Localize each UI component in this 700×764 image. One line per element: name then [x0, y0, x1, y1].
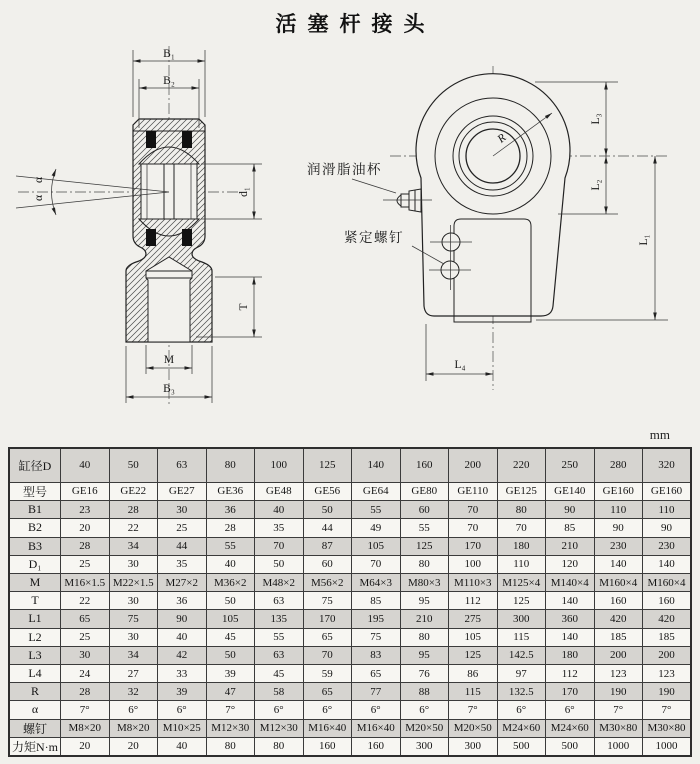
row-label: L4 [9, 664, 61, 682]
row-label: T [9, 592, 61, 610]
value-cell: 30 [109, 555, 158, 573]
value-cell: 90 [594, 519, 643, 537]
value-cell: 112 [449, 592, 498, 610]
value-cell: 34 [109, 537, 158, 555]
value-cell: 7° [643, 701, 692, 719]
value-cell: 140 [352, 448, 401, 482]
row-label: L3 [9, 646, 61, 664]
value-cell: 50 [303, 501, 352, 519]
value-cell: M140×4 [546, 573, 595, 591]
value-cell: 60 [303, 555, 352, 573]
value-cell: 420 [594, 610, 643, 628]
value-cell: 87 [303, 537, 352, 555]
value-cell: 142.5 [497, 646, 546, 664]
table-row [9, 737, 691, 756]
spec-table [8, 447, 692, 757]
value-cell: 6° [303, 701, 352, 719]
value-cell: M12×30 [255, 719, 304, 737]
dim-label-b3: B₃ [163, 383, 175, 395]
value-cell: GE160 [594, 482, 643, 500]
value-cell: 97 [497, 664, 546, 682]
value-cell: M20×50 [400, 719, 449, 737]
value-cell: 112 [546, 664, 595, 682]
value-cell: 110 [497, 555, 546, 573]
value-cell: 40 [158, 628, 207, 646]
value-cell: 160 [352, 737, 401, 756]
value-cell: 185 [594, 628, 643, 646]
left-view-section [16, 46, 262, 406]
value-cell: 80 [400, 628, 449, 646]
value-cell: 6° [497, 701, 546, 719]
value-cell: 6° [158, 701, 207, 719]
row-label: 型号 [9, 482, 61, 500]
dim-label-d1: d₁ [238, 187, 250, 197]
value-cell: 30 [158, 501, 207, 519]
table-row [9, 448, 691, 482]
value-cell: M64×3 [352, 573, 401, 591]
value-cell: 125 [400, 537, 449, 555]
value-cell: 24 [61, 664, 110, 682]
value-cell: 65 [303, 683, 352, 701]
callout-grease-cup: 润滑脂油杯 [307, 162, 382, 177]
value-cell: 180 [546, 646, 595, 664]
value-cell: 50 [255, 555, 304, 573]
value-cell: 36 [158, 592, 207, 610]
value-cell: 7° [449, 701, 498, 719]
value-cell: 44 [303, 519, 352, 537]
rod-end-outline [416, 74, 570, 316]
value-cell: M20×50 [449, 719, 498, 737]
value-cell: 195 [352, 610, 401, 628]
value-cell: 32 [109, 683, 158, 701]
value-cell: 76 [400, 664, 449, 682]
value-cell: 30 [61, 646, 110, 664]
value-cell: 60 [400, 501, 449, 519]
value-cell: 185 [643, 628, 692, 646]
value-cell: 80 [206, 448, 255, 482]
value-cell: 30 [109, 592, 158, 610]
value-cell: 7° [61, 701, 110, 719]
value-cell: 59 [303, 664, 352, 682]
value-cell: 90 [643, 519, 692, 537]
value-cell: 63 [255, 646, 304, 664]
value-cell: 6° [400, 701, 449, 719]
table-row [9, 555, 691, 573]
value-cell: 35 [255, 519, 304, 537]
dim-label-alpha-1: α [33, 176, 45, 184]
value-cell: M24×60 [546, 719, 595, 737]
table-row [9, 646, 691, 664]
value-cell: 123 [643, 664, 692, 682]
value-cell: 360 [546, 610, 595, 628]
value-cell: 55 [400, 519, 449, 537]
value-cell: 80 [497, 501, 546, 519]
table-row [9, 610, 691, 628]
value-cell: 49 [352, 519, 401, 537]
value-cell: 90 [158, 610, 207, 628]
value-cell: 42 [158, 646, 207, 664]
table-row [9, 537, 691, 555]
callout-set-screw: 紧定螺钉 [344, 230, 404, 245]
value-cell: 20 [109, 737, 158, 756]
table-row [9, 519, 691, 537]
value-cell: 6° [109, 701, 158, 719]
value-cell: GE27 [158, 482, 207, 500]
value-cell: M160×4 [594, 573, 643, 591]
value-cell: 58 [255, 683, 304, 701]
value-cell: 200 [594, 646, 643, 664]
table-row [9, 664, 691, 682]
value-cell: 7° [206, 701, 255, 719]
value-cell: 280 [594, 448, 643, 482]
row-label: α [9, 701, 61, 719]
value-cell: 300 [400, 737, 449, 756]
value-cell: GE64 [352, 482, 401, 500]
value-cell: GE110 [449, 482, 498, 500]
dim-label-t: T [238, 303, 250, 311]
value-cell: 250 [546, 448, 595, 482]
unit-label: mm [649, 427, 670, 442]
value-cell: 275 [449, 610, 498, 628]
dim-label-b2: B₂ [163, 75, 175, 87]
value-cell: GE160 [643, 482, 692, 500]
value-cell: GE36 [206, 482, 255, 500]
value-cell: 70 [449, 519, 498, 537]
value-cell: GE140 [546, 482, 595, 500]
value-cell: 115 [449, 683, 498, 701]
value-cell: 70 [497, 519, 546, 537]
value-cell: 300 [449, 737, 498, 756]
value-cell: 70 [352, 555, 401, 573]
value-cell: 33 [158, 664, 207, 682]
value-cell: M22×1.5 [109, 573, 158, 591]
value-cell: 47 [206, 683, 255, 701]
value-cell: 63 [158, 448, 207, 482]
value-cell: 140 [546, 592, 595, 610]
value-cell: 50 [109, 448, 158, 482]
value-cell: 70 [303, 646, 352, 664]
value-cell: M160×4 [643, 573, 692, 591]
table-row [9, 719, 691, 737]
value-cell: 95 [400, 592, 449, 610]
value-cell: 120 [546, 555, 595, 573]
value-cell: 210 [546, 537, 595, 555]
value-cell: 65 [61, 610, 110, 628]
value-cell: M16×40 [352, 719, 401, 737]
value-cell: 125 [449, 646, 498, 664]
value-cell: 140 [643, 555, 692, 573]
value-cell: 230 [594, 537, 643, 555]
row-label: L2 [9, 628, 61, 646]
value-cell: 160 [594, 592, 643, 610]
value-cell: 44 [158, 537, 207, 555]
value-cell: 140 [594, 555, 643, 573]
value-cell: GE16 [61, 482, 110, 500]
value-cell: M8×20 [109, 719, 158, 737]
value-cell: 105 [352, 537, 401, 555]
value-cell: GE48 [255, 482, 304, 500]
value-cell: 125 [497, 592, 546, 610]
value-cell: 80 [255, 737, 304, 756]
value-cell: 70 [255, 537, 304, 555]
value-cell: 28 [61, 537, 110, 555]
value-cell: 125 [303, 448, 352, 482]
value-cell: 25 [61, 628, 110, 646]
dim-label-b1: B₁ [163, 48, 175, 60]
value-cell: 45 [206, 628, 255, 646]
dim-label-l4: L₄ [454, 359, 466, 371]
value-cell: 300 [497, 610, 546, 628]
row-label: 力矩N·m [9, 737, 61, 756]
value-cell: 160 [643, 592, 692, 610]
page-title: 活塞杆接头 [275, 13, 436, 36]
table-row [9, 592, 691, 610]
value-cell: 55 [255, 628, 304, 646]
table-row [9, 501, 691, 519]
table-row [9, 573, 691, 591]
value-cell: 80 [400, 555, 449, 573]
value-cell: 75 [352, 628, 401, 646]
dim-d1 [201, 164, 262, 219]
value-cell: 95 [400, 646, 449, 664]
value-cell: 63 [255, 592, 304, 610]
value-cell: 86 [449, 664, 498, 682]
value-cell: M12×30 [206, 719, 255, 737]
value-cell: 420 [643, 610, 692, 628]
value-cell: M48×2 [255, 573, 304, 591]
dim-label-l2: L₂ [590, 179, 602, 191]
value-cell: 123 [594, 664, 643, 682]
value-cell: 170 [303, 610, 352, 628]
value-cell: M30×80 [643, 719, 692, 737]
value-cell: 115 [497, 628, 546, 646]
value-cell: 170 [449, 537, 498, 555]
table-row [9, 628, 691, 646]
value-cell: 70 [449, 501, 498, 519]
value-cell: 6° [352, 701, 401, 719]
value-cell: 28 [109, 501, 158, 519]
value-cell: 200 [449, 448, 498, 482]
value-cell: 22 [109, 519, 158, 537]
value-cell: 77 [352, 683, 401, 701]
value-cell: 25 [61, 555, 110, 573]
value-cell: 140 [546, 628, 595, 646]
value-cell: 65 [352, 664, 401, 682]
value-cell: M36×2 [206, 573, 255, 591]
value-cell: 180 [497, 537, 546, 555]
row-label: L1 [9, 610, 61, 628]
value-cell: M110×3 [449, 573, 498, 591]
value-cell: 220 [497, 448, 546, 482]
value-cell: 25 [158, 519, 207, 537]
value-cell: 50 [206, 646, 255, 664]
value-cell: 105 [449, 628, 498, 646]
value-cell: 80 [206, 737, 255, 756]
dim-label-r: R [495, 131, 509, 146]
value-cell: 22 [61, 592, 110, 610]
value-cell: M24×60 [497, 719, 546, 737]
value-cell: M8×20 [61, 719, 110, 737]
value-cell: 27 [109, 664, 158, 682]
dim-l4 [426, 324, 493, 381]
value-cell: M125×4 [497, 573, 546, 591]
value-cell: GE125 [497, 482, 546, 500]
value-cell: GE80 [400, 482, 449, 500]
value-cell: 55 [206, 537, 255, 555]
dim-label-alpha-2: α [33, 194, 45, 202]
table-row [9, 683, 691, 701]
value-cell: 7° [594, 701, 643, 719]
value-cell: 23 [61, 501, 110, 519]
right-view-elevation [307, 66, 668, 390]
value-cell: 500 [497, 737, 546, 756]
value-cell: 190 [594, 683, 643, 701]
value-cell: 1000 [643, 737, 692, 756]
value-cell: 190 [643, 683, 692, 701]
value-cell: 28 [61, 683, 110, 701]
spec-table-body [9, 448, 691, 756]
value-cell: 200 [643, 646, 692, 664]
value-cell: 28 [206, 519, 255, 537]
row-label: D₁ [9, 555, 61, 573]
value-cell: 55 [352, 501, 401, 519]
value-cell: 210 [400, 610, 449, 628]
row-label: B3 [9, 537, 61, 555]
row-label: B2 [9, 519, 61, 537]
value-cell: M27×2 [158, 573, 207, 591]
value-cell: 75 [303, 592, 352, 610]
value-cell: 100 [449, 555, 498, 573]
dim-label-l1: L₁ [638, 234, 650, 246]
dim-label-l3: L₃ [590, 113, 602, 125]
value-cell: 40 [61, 448, 110, 482]
value-cell: 1000 [594, 737, 643, 756]
value-cell: 36 [206, 501, 255, 519]
row-label: 缸径D [9, 448, 61, 482]
table-row [9, 701, 691, 719]
value-cell: GE22 [109, 482, 158, 500]
value-cell: 85 [546, 519, 595, 537]
value-cell: 90 [546, 501, 595, 519]
value-cell: 6° [255, 701, 304, 719]
value-cell: M80×3 [400, 573, 449, 591]
value-cell: 135 [255, 610, 304, 628]
value-cell: 88 [400, 683, 449, 701]
value-cell: 50 [206, 592, 255, 610]
value-cell: M16×1.5 [61, 573, 110, 591]
value-cell: 39 [206, 664, 255, 682]
value-cell: 160 [303, 737, 352, 756]
row-label: 螺钉 [9, 719, 61, 737]
value-cell: 6° [546, 701, 595, 719]
row-label: R [9, 683, 61, 701]
value-cell: 132.5 [497, 683, 546, 701]
row-label: B1 [9, 501, 61, 519]
value-cell: 35 [158, 555, 207, 573]
value-cell: M56×2 [303, 573, 352, 591]
value-cell: 40 [206, 555, 255, 573]
value-cell: 40 [255, 501, 304, 519]
value-cell: 20 [61, 519, 110, 537]
bore-face [141, 164, 197, 219]
value-cell: 100 [255, 448, 304, 482]
value-cell: 39 [158, 683, 207, 701]
dim-label-m: M [163, 354, 175, 366]
value-cell: 160 [400, 448, 449, 482]
value-cell: 230 [643, 537, 692, 555]
value-cell: 75 [109, 610, 158, 628]
bottom-plate [454, 316, 531, 322]
value-cell: 40 [158, 737, 207, 756]
value-cell: 500 [546, 737, 595, 756]
value-cell: M16×40 [303, 719, 352, 737]
value-cell: 85 [352, 592, 401, 610]
value-cell: GE56 [303, 482, 352, 500]
thread-hole [146, 257, 192, 342]
value-cell: 34 [109, 646, 158, 664]
value-cell: 45 [255, 664, 304, 682]
table-row [9, 482, 691, 500]
value-cell: 170 [546, 683, 595, 701]
value-cell: 110 [643, 501, 692, 519]
value-cell: 83 [352, 646, 401, 664]
value-cell: 320 [643, 448, 692, 482]
value-cell: 30 [109, 628, 158, 646]
value-cell: M30×80 [594, 719, 643, 737]
value-cell: 20 [61, 737, 110, 756]
value-cell: 65 [303, 628, 352, 646]
value-cell: 110 [594, 501, 643, 519]
value-cell: M10×25 [158, 719, 207, 737]
value-cell: 105 [206, 610, 255, 628]
row-label: M [9, 573, 61, 591]
